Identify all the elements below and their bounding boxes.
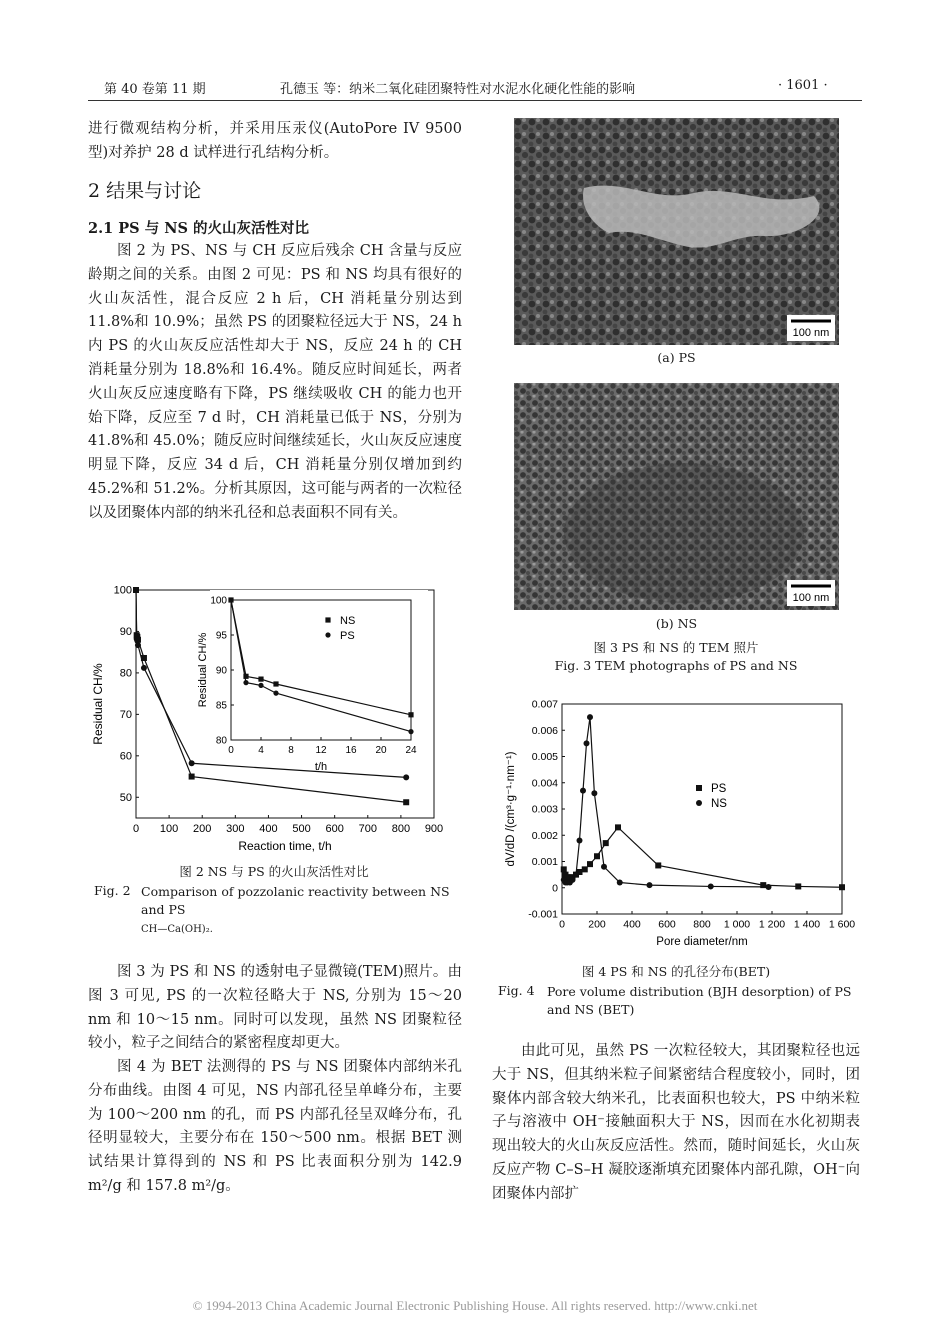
fig2-main-xtick-label: 200 [193,823,212,835]
fig2-main-point-ps [403,774,409,780]
paragraph-bet: 图 4 为 BET 法测得的 PS 与 NS 团聚体内部纳米孔分布曲线。由图 4 可见，NS 内部孔径呈单峰分布，主要为 100～200 nm 的孔，而 PS 内部孔径呈双峰分布，孔径明显较大，主要分布在 150～500 nm。根据 BET 测试结果计算得到的 NS 和 PS 比表面积分别为 142.9 m²/g 和 157.8 m²/g。 [88,1059,462,1194]
fig2-caption-en: Comparison of pozzolanic reactivity between NS and PS [141,884,450,917]
fig4-point-ns [580,788,586,794]
fig2-main-xtick-label: 300 [226,823,245,835]
fig4-xtick-label: 1 600 [828,918,856,931]
fig2-main-point-ps [135,642,141,648]
fig2-main-xtick-label: 800 [391,823,411,835]
copyright-footer: © 1994-2013 China Academic Journal Electronic Publishing House. All rights reserved. http://www.cnki.net [192,1298,758,1313]
fig2-inset-point-ns [408,712,413,717]
running-header-title: 孔德玉 等：纳米二氧化硅团聚特性对水泥水化硬化性能的影响 [280,82,636,97]
fig2-inset-legend-marker-ps [325,632,330,637]
fig4-xtick-label: 1 400 [793,918,821,931]
fig2-inset-point-ps [273,691,278,696]
fig2-inset-xtick-label: 20 [375,745,387,756]
fig4-xlabel: Pore diameter/nm [656,936,748,948]
fig2-main-xtick-label: 0 [132,823,140,835]
fig4-point-ps [655,862,661,868]
fig2-inset-xtick-label: 24 [405,745,417,756]
fig2-inset-xlabel: t/h [314,761,328,773]
fig4-xtick-label: 1 000 [723,918,751,931]
fig4-point-ps [615,824,621,830]
fig2-inset-ytick-label: 100 [210,595,227,607]
paragraph-pozzolanic: 图 2 为 PS、NS 与 CH 反应后残余 CH 含量与反应龄期之间的关系。由图 2 可见：PS 和 NS 均具有很好的火山灰活性，混合反应 2 h 后，CH 消耗量分别达到 11.8%和 10.9%；虽然 PS 的团聚粒径远大于 NS，24 h 内 PS 的火山灰反应活性却大于 NS，反应 24 h 的 CH 消耗量分别为 18.8%和 16.4%。随反应时间延长，两者火山灰反应速度略有下降，PS 继续吸收 CH 的能力也开始下降，反应至 7 d 时，CH 消耗量已低于 NS，分别为 41.8%和 45.0%；随反应时间继续延长，火山灰反应速度明显下降，反应 34 d 后，CH 消耗量分别仅增加到约 45.2%和 51.2%。分析其原因，这可能与两者的一次粒径以及团聚体内部的纳米孔径和总表面积不同有关。 [88,243,462,521]
fig2-inset-ytick-label: 80 [215,735,227,747]
fig4-xtick-label: 400 [623,918,641,931]
fig2-inset-ylabel: Residual CH/% [197,632,209,708]
fig4-caption-cn: 图 4 PS 和 NS 的孔径分布(BET) [581,964,771,979]
fig3-caption-en: Fig. 3 TEM photographs of PS and NS [554,658,798,673]
fig4-point-ps [795,883,801,889]
fig2-main-xtick-label: 400 [259,823,278,835]
fig4-point-ns [708,883,714,889]
fig2-main-xlabel: Reaction time, t/h [238,839,332,853]
fig4-point-ps [587,861,593,867]
fig4-series-ps-line [564,827,842,887]
fig4-ytick-label: 0.007 [531,698,558,711]
fig2-main-point-ns [189,774,195,780]
fig4-ytick-label: 0 [552,882,558,895]
fig4-point-ns [570,877,576,883]
fig4-point-ns [591,790,597,796]
fig2-main-ytick-label: 50 [119,791,132,804]
fig4-legend-label-ns: NS [711,798,727,810]
fig2-main-ylabel: Residual CH/% [91,663,105,745]
tem-label-ps: (a) PS [657,350,696,365]
fig2-inset-point-ps [258,683,263,688]
fig4-point-ns [647,882,653,888]
fig2-inset-point-ps [408,729,413,734]
fig4-ytick-label: 0.002 [531,829,558,842]
paragraph-tem: 图 3 为 PS 和 NS 的透射电子显微镜(TEM)照片。由图 3 可见, PS 的一次粒径略大于 NS, 分别为 15～20 nm 和 10～15 nm。同时可以发现，虽然 NS 团聚粒径较小，粒子之间结合的紧密程度却更大。 [88,964,462,1052]
fig2-chart [88,578,458,856]
scale-bar-label-a: 100 nm [792,327,830,339]
fig2-caption-en-label: Fig. 2 [94,883,131,898]
subsection-heading: 2.1 PS 与 NS 的火山灰活性对比 [88,220,310,237]
fig2-main-point-ps [133,587,139,593]
fig2-inset-xtick-label: 16 [345,745,357,756]
fig2-main-xtick-label: 700 [358,823,377,835]
fig2-main-xtick-label: 500 [292,823,311,835]
fig2-main-point-ns [403,799,409,805]
fig4-point-ns [766,884,772,890]
fig4-caption-en: Pore volume distribution (BJH desorption) of PS and NS (BET) [547,984,852,1017]
fig4-point-ns [587,714,593,720]
fig4-xtick-label: 800 [693,918,711,931]
fig2-main-ytick-label: 60 [119,750,132,763]
fig2-main-ytick-label: 90 [119,626,132,639]
fig2-main-point-ps [189,760,195,766]
fig4-point-ns [577,838,583,844]
fig4-point-ps [561,866,567,872]
section-heading: 2 结果与讨论 [88,180,202,202]
fig2-main-xtick-label: 600 [325,823,344,835]
fig2-inset-legend-label-ps: PS [340,630,355,642]
fig4-point-ps [594,853,600,859]
fig2-inset-ytick-label: 95 [215,630,227,642]
fig3-caption-cn: 图 3 PS 和 NS 的 TEM 照片 [593,640,759,655]
fig2-inset-xtick-label: 12 [315,745,327,756]
fig4-legend-label-ps: PS [711,783,727,795]
fig4-point-ns [573,872,579,878]
paragraph-conclusion: 由此可见，虽然 PS 一次粒径较大，其团聚粒径也远大于 NS，但其纳米粒子间紧密结合程度较小，同时，团聚体内部含较大纳米孔，比表面积也较大，PS 中纳米粒子与溶液中 OH⁻接触面积大于 NS，因而在水化初期表现出较大的火山灰反应活性。然而，随时间延长，火山灰反应产物 C–S–H 凝胶逐渐填充团聚体内部孔隙，OH⁻向团聚体内部扩 [492,1043,860,1202]
page-number: · 1601 · [778,78,828,93]
fig2-main-xtick-label: 100 [159,823,179,835]
fig4-ylabel: dV/dD /(cm³·g⁻¹·nm⁻¹) [505,751,517,867]
fig4-ytick-label: 0.003 [531,803,558,816]
scale-bar-label-b: 100 nm [792,592,830,604]
fig2-inset-ytick-label: 85 [215,700,227,712]
fig2-main-point-ps [141,665,147,671]
fig2-inset-ytick-label: 90 [215,665,227,677]
fig4-legend-marker-ns [696,800,702,806]
fig4-xtick-label: 600 [658,918,676,931]
fig4-frame [562,704,842,914]
tem-label-ns: (b) NS [655,616,698,631]
fig4-xtick-label: 200 [588,918,606,931]
fig2-main-xtick-label: 900 [424,823,444,835]
fig2-inset-point-ps [243,680,248,685]
fig4-series-ns-line [564,717,769,887]
fig2-inset-legend-label-ns: NS [340,615,356,627]
fig2-inset-xtick-label: 4 [258,745,264,756]
fig2-main-ytick-label: 100 [113,584,132,597]
fig2-note: CH—Ca(OH)₂. [141,924,213,935]
fig4-xtick-label: 0 [559,918,565,931]
header-rule [88,100,862,101]
paragraph-method-end: 进行微观结构分析，并采用压汞仪(AutoPore IV 9500 型)对养护 28 d 试样进行孔结构分析。 [88,121,462,161]
fig2-caption-cn: 图 2 NS 与 PS 的火山灰活性对比 [179,864,369,879]
fig2-inset-xtick-label: 8 [288,745,294,756]
fig4-ytick-label: 0.004 [531,777,558,790]
fig4-ytick-label: 0.005 [531,751,558,763]
fig2-inset-point-ns [273,681,278,686]
fig4-chart [492,692,860,956]
fig2-inset-point-ps [228,597,233,602]
fig4-caption-en-label: Fig. 4 [498,983,535,998]
fig4-point-ns [584,740,590,746]
tem-image-ns [514,383,839,610]
fig4-point-ps [582,866,588,872]
fig2-main-ytick-label: 80 [119,667,132,680]
fig4-legend-marker-ps [696,785,702,791]
fig4-xtick-label: 1 200 [758,918,786,931]
fig4-ytick-label: -0.001 [528,908,558,921]
fig2-inset-background [210,590,428,760]
running-header-volume: 第 40 卷第 11 期 [104,82,206,97]
fig4-point-ps [839,884,845,890]
fig4-ytick-label: 0.001 [531,856,558,868]
tem-dense-region [564,463,804,603]
fig2-inset-xtick-label: 0 [228,745,234,756]
tem-image-ps [514,118,839,345]
fig2-inset-point-ns [258,677,263,682]
fig4-point-ps [603,840,609,846]
fig2-main-ytick-label: 70 [119,709,132,722]
fig4-ytick-label: 0.006 [531,724,558,737]
fig4-point-ns [601,864,607,870]
fig2-inset-legend-marker-ns [325,617,330,622]
fig4-point-ns [617,880,623,886]
